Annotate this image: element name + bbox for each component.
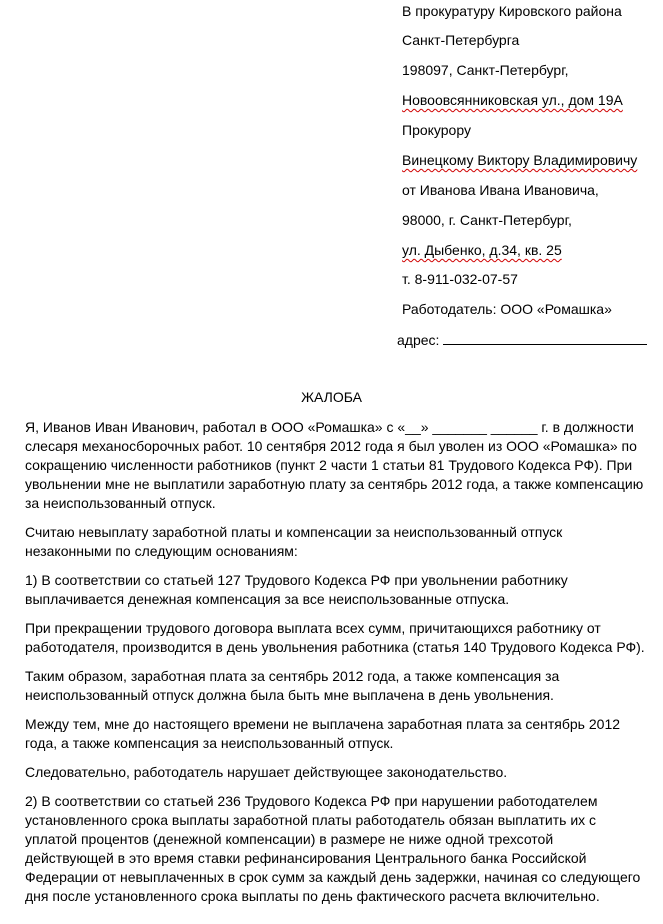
complaint-body (25, 418, 645, 916)
address-line (397, 330, 647, 349)
header-line-11: Работодатель: ООО «Ромашка» (402, 301, 612, 317)
header-line-6: Винецкому Виктору Владимировичу (402, 152, 638, 168)
header-line-3: 198097, Санкт-Петербург, (402, 62, 569, 78)
document-title: ЖАЛОБА (301, 389, 362, 405)
paragraph-8: 2) В соответствии со статьей 236 Трудового Кодекса РФ при нарушении работодателем установленного срока выплаты заработной платы работодатель обязан выплатить их с уплатой процентов (денежной компенсации) в размере не ниже одной трехсотой действующей в это время ставки рефинансирования Центрального банка Российской Федерации от невыплаченных в срок сумм за каждый день задержки, начиная со следующего дня после установленного срока выплаты по день фактического расчета включительно. (25, 793, 641, 904)
header-line-10: т. 8-911-032-07-57 (402, 271, 518, 287)
addressee-block (0, 0, 663, 360)
paragraph-7: Следовательно, работодатель нарушает действующее законодательство. (25, 764, 508, 780)
header-line-8: 98000, г. Санкт-Петербург, (402, 212, 572, 228)
paragraph-2: Считаю невыплату заработной платы и компенсации за неиспользованный отпуск незаконными по следующим основаниям: (25, 524, 563, 559)
address-blank (443, 330, 647, 345)
paragraph-4: При прекращении трудового договора выплата всех сумм, причитающихся работнику от работодателя, производится в день увольнения работника (статья 140 Трудового Кодекса РФ). (25, 620, 645, 655)
paragraph-5: Таким образом, заработная плата за сентябрь 2012 года, а также компенсация за неиспользованный отпуск должна была быть мне выплачена в день увольнения. (25, 668, 560, 703)
address-label: адрес: (397, 332, 440, 348)
header-line-1: В прокуратуру Кировского района (402, 3, 622, 19)
paragraph-6: Между тем, мне до настоящего времени не выплачена заработная плата за сентябрь 2012 года, а также компенсация за неиспользованный отпуск. (25, 716, 621, 751)
header-line-7: от Иванова Ивана Ивановича, (402, 182, 599, 198)
paragraph-3: 1) В соответствии со статьей 127 Трудового Кодекса РФ при увольнении работнику выплачивается денежная компенсация за все неиспользованные отпуска. (25, 572, 568, 607)
paragraph-1: Я, Иванов Иван Иванович, работал в ООО «Ромашка» с «__» _______ ______ г. в должности слесаря механосборочных работ. 10 сентября 2012 года я был уволен из ООО «Ромашка» по сокращению численности работников (пункт 2 части 1 статьи 81 Трудового Кодекса РФ). При увольнении мне не выплатили заработную плату за сентябрь 2012 года, а также компенсацию за неиспользованный отпуск. (25, 419, 644, 511)
header-line-5: Прокурору (402, 122, 471, 138)
header-line-4: Новоовсянниковская ул., дом 19А (402, 92, 623, 108)
header-line-9: ул. Дыбенко, д.34, кв. 25 (402, 242, 562, 258)
header-line-2: Санкт-Петербурга (402, 32, 520, 48)
